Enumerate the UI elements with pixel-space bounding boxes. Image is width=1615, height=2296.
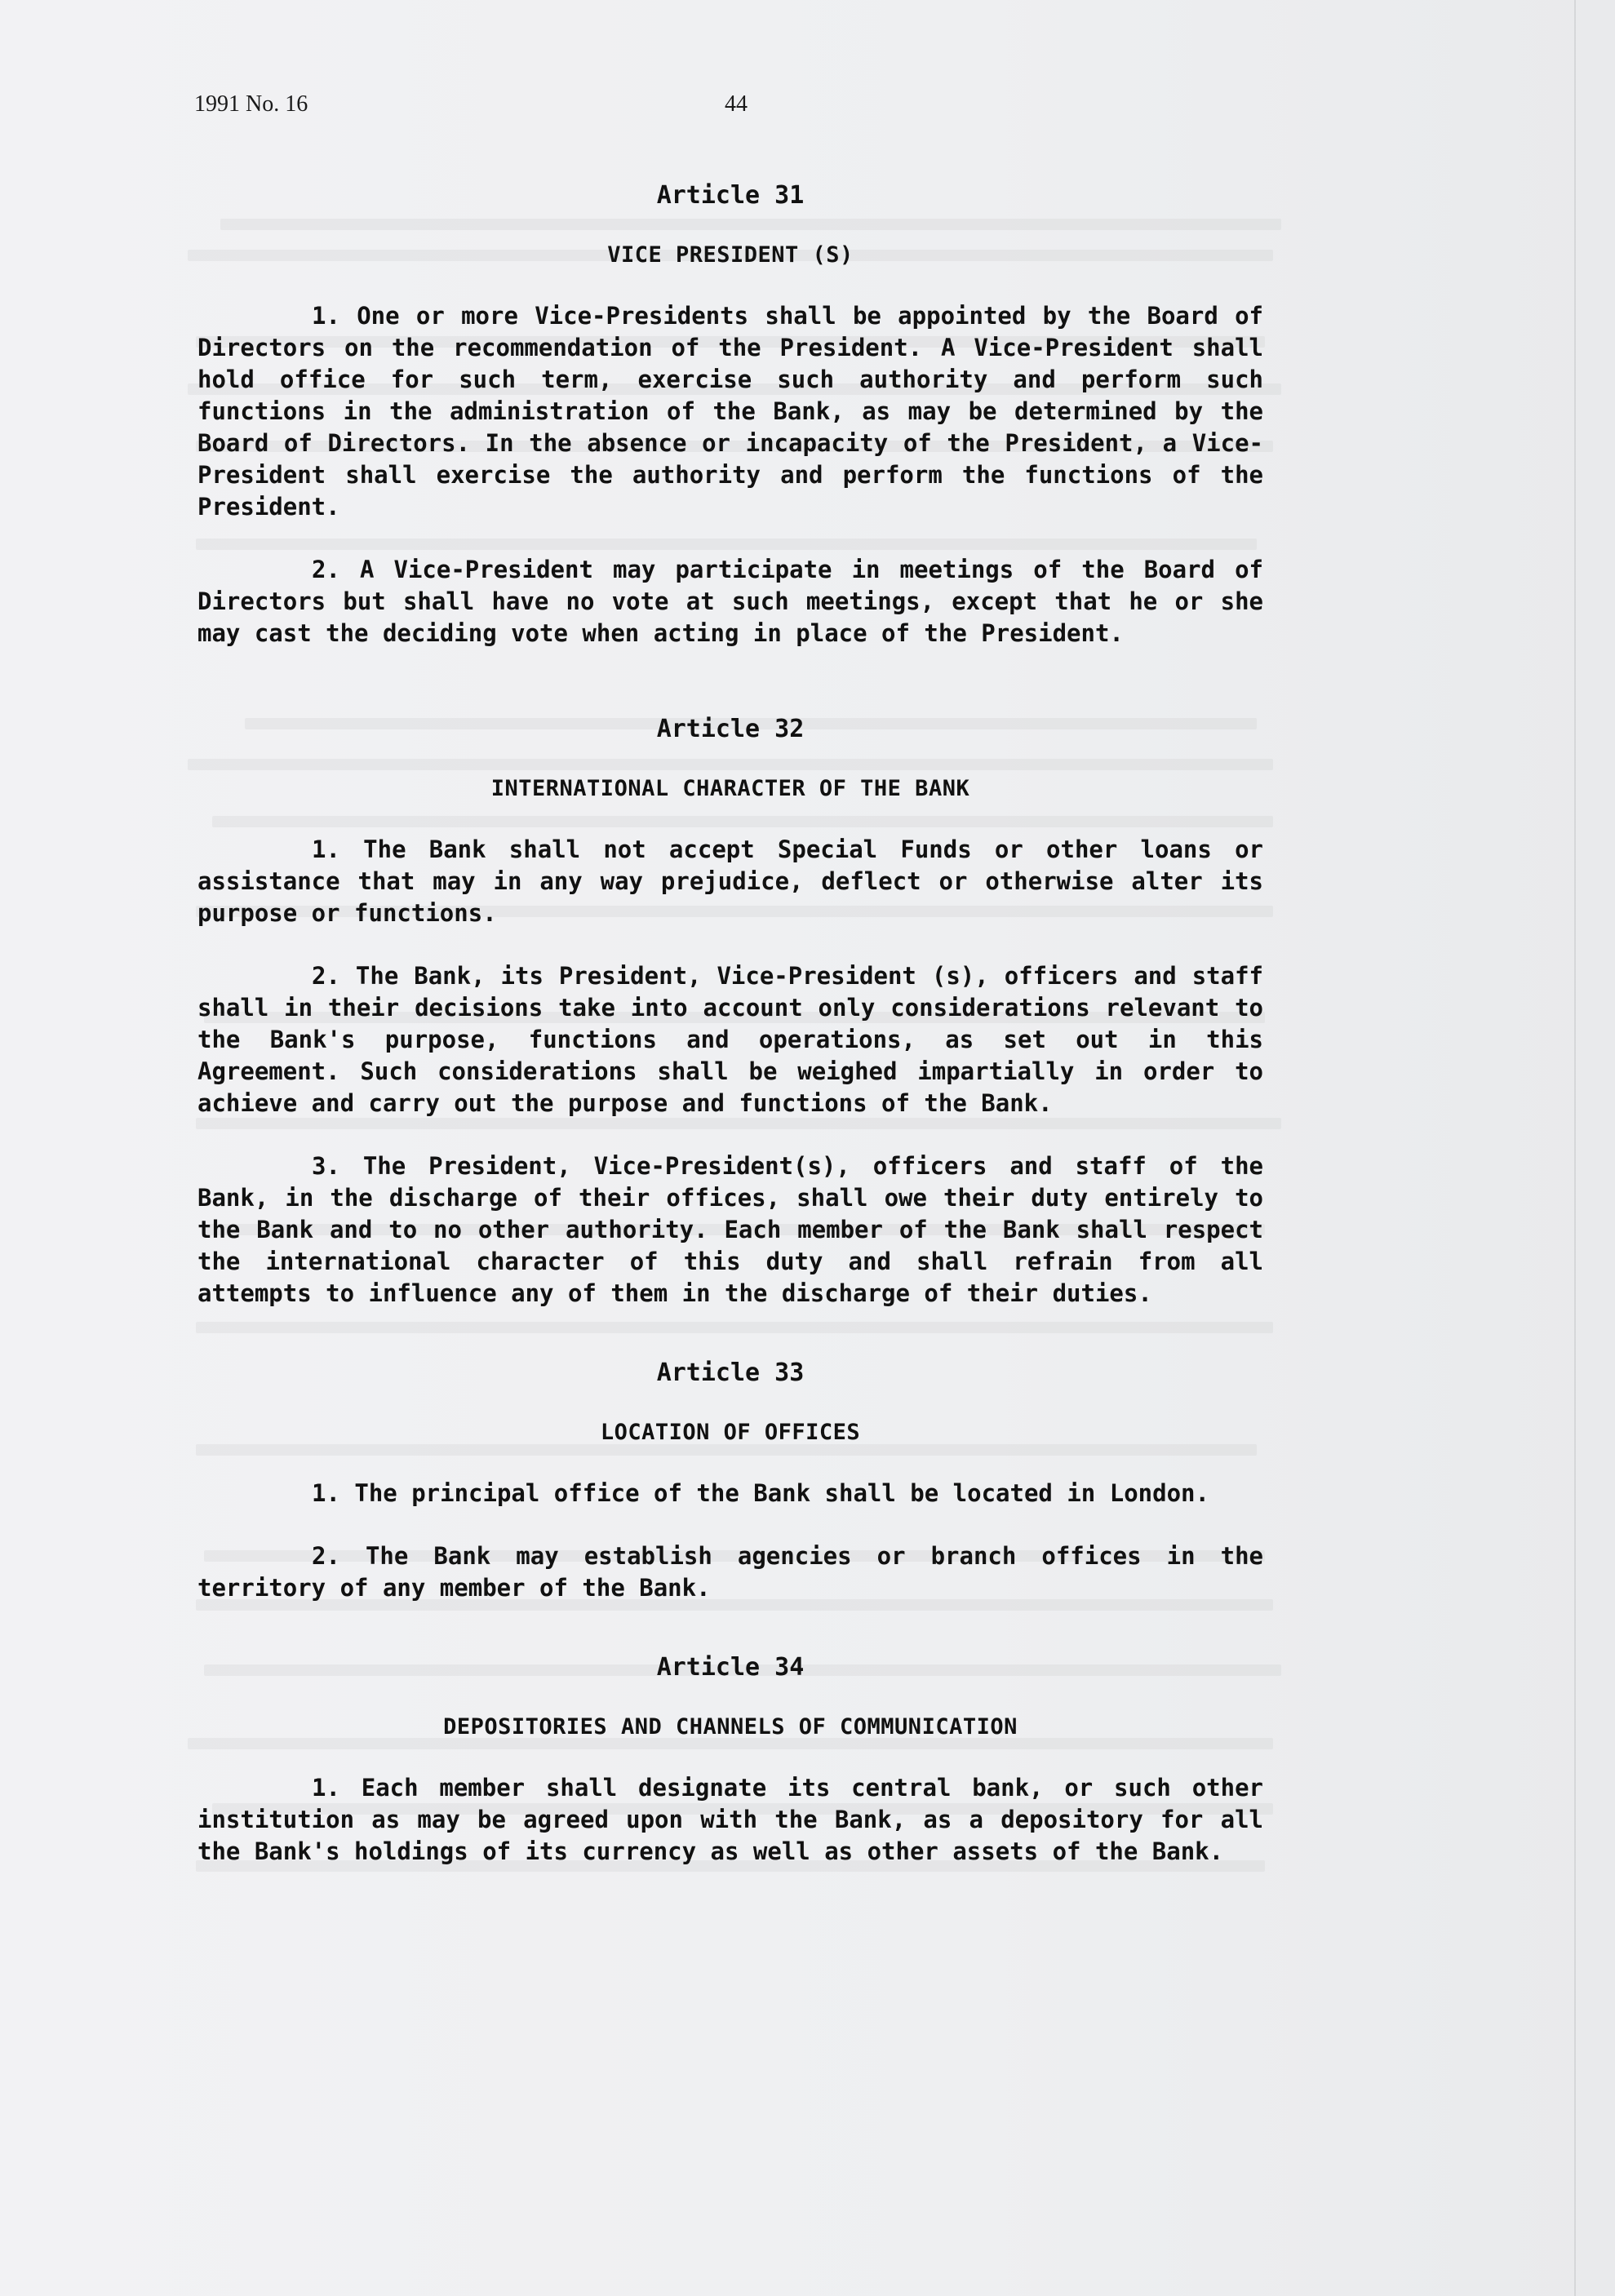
section-heading: DEPOSITORIES AND CHANNELS OF COMMUNICATION [443,1714,1018,1740]
paragraph: 1. One or more Vice-Presidents shall be appointed by the Board of Directors on the recommendation of the President. A Vice-President shall hold office for such term, exercise such authority and perform such functions in the administration of the Bank, as may be determined by the Board of Directors. In the absence or incapacity of the President, a Vice-President shall exercise the authority and perform the functions of the President. [197,302,1263,521]
paragraph: 2. The Bank, its President, Vice-President (s), officers and staff shall in their decisions take into account only considerations relevant to the Bank's purpose, functions and operations, as set out in this Agreement. Such considerations shall be weighed impartially in order to achieve and carry out the purpose and functions of the Bank. [197,962,1263,1117]
paragraph: 1. Each member shall designate its central bank, or such other institution as may be agreed upon with the Bank, as a depository for all the Bank's holdings of its currency as well as other assets of the Bank. [197,1774,1263,1865]
paragraph: 1. The Bank shall not accept Special Funds or other loans or assistance that may in any way prejudice, deflect or otherwise alter its purpose or functions. [197,836,1263,927]
article-title: Article 31 [656,181,805,210]
document-body [197,180,1263,1899]
paragraph: 2. The Bank may establish agencies or branch offices in the territory of any member of the Bank. [197,1542,1263,1602]
section-heading: INTERNATIONAL CHARACTER OF THE BANK [490,776,970,801]
section-heading: LOCATION OF OFFICES [600,1420,861,1445]
page-edge-fold [1574,0,1576,2296]
paragraph: 1. The principal office of the Bank shall be located in London. [312,1479,1209,1507]
document-reference: 1991 No. 16 [194,91,308,117]
section-heading: VICE PRESIDENT (S) [607,242,854,268]
article-title: Article 34 [656,1653,805,1682]
article-34 [197,1651,1263,1868]
article-title: Article 32 [656,715,805,743]
paragraph: 2. A Vice-President may participate in meetings of the Board of Directors but shall have no vote at such meetings, except that he or she may cast the deciding vote when acting in place of the President. [197,556,1263,647]
article-32 [197,713,1263,1310]
page-header [194,91,1378,124]
paragraph: 3. The President, Vice-President(s), officers and staff of the Bank, in the discharge of their offices, shall owe their duty entirely to the Bank and to no other authority. Each member of the Bank shall respect the international character of this duty and shall refrain from all attempts to influence any of them in the discharge of their duties. [197,1152,1263,1307]
article-33 [197,1357,1263,1604]
article-title: Article 33 [656,1359,805,1387]
page-number: 44 [725,91,748,117]
article-31 [197,180,1263,649]
